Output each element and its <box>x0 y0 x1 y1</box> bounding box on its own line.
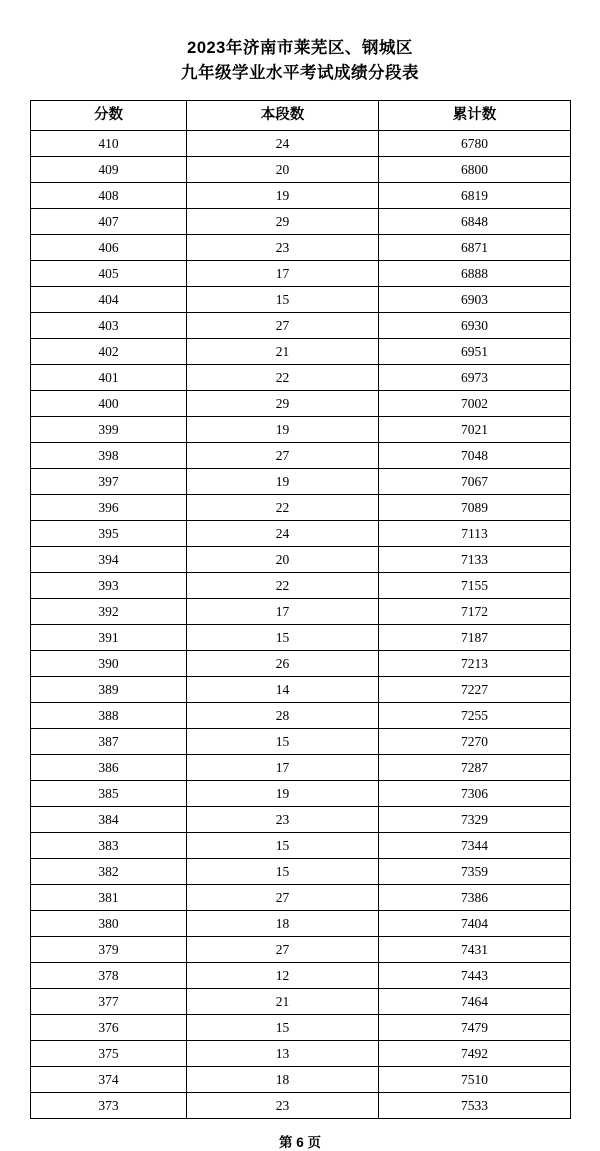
cell-score: 401 <box>31 365 187 391</box>
column-header-segment-count: 本段数 <box>187 101 379 131</box>
cell-score: 389 <box>31 677 187 703</box>
table-row <box>31 781 571 807</box>
table-row <box>31 651 571 677</box>
cell-cumulative-count: 6888 <box>379 261 571 287</box>
cell-score: 410 <box>31 131 187 157</box>
cell-segment-count: 21 <box>187 989 379 1015</box>
cell-segment-count: 27 <box>187 443 379 469</box>
cell-cumulative-count: 6848 <box>379 209 571 235</box>
cell-score: 393 <box>31 573 187 599</box>
cell-segment-count: 22 <box>187 573 379 599</box>
cell-cumulative-count: 7306 <box>379 781 571 807</box>
cell-score: 375 <box>31 1041 187 1067</box>
table-header-row <box>31 101 571 131</box>
cell-segment-count: 19 <box>187 469 379 495</box>
column-header-score: 分数 <box>31 101 187 131</box>
cell-segment-count: 15 <box>187 625 379 651</box>
table-row <box>31 287 571 313</box>
cell-segment-count: 29 <box>187 209 379 235</box>
cell-score: 386 <box>31 755 187 781</box>
table-row <box>31 1093 571 1119</box>
table-row <box>31 183 571 209</box>
cell-cumulative-count: 7113 <box>379 521 571 547</box>
table-row <box>31 755 571 781</box>
cell-segment-count: 17 <box>187 599 379 625</box>
table-row <box>31 157 571 183</box>
cell-score: 396 <box>31 495 187 521</box>
cell-score: 388 <box>31 703 187 729</box>
cell-cumulative-count: 6871 <box>379 235 571 261</box>
page-number: 第 6 页 <box>278 1135 321 1150</box>
table-row <box>31 209 571 235</box>
cell-score: 398 <box>31 443 187 469</box>
table-body <box>31 131 571 1119</box>
cell-score: 374 <box>31 1067 187 1093</box>
cell-score: 387 <box>31 729 187 755</box>
cell-cumulative-count: 7404 <box>379 911 571 937</box>
page-title-line-1: 2023年济南市莱芜区、钢城区 <box>187 39 413 57</box>
cell-segment-count: 19 <box>187 183 379 209</box>
cell-cumulative-count: 7533 <box>379 1093 571 1119</box>
cell-segment-count: 20 <box>187 157 379 183</box>
table-row <box>31 495 571 521</box>
cell-segment-count: 18 <box>187 1067 379 1093</box>
cell-cumulative-count: 7510 <box>379 1067 571 1093</box>
cell-cumulative-count: 7227 <box>379 677 571 703</box>
table-row <box>31 131 571 157</box>
cell-cumulative-count: 6930 <box>379 313 571 339</box>
cell-cumulative-count: 7386 <box>379 885 571 911</box>
cell-score: 405 <box>31 261 187 287</box>
cell-score: 406 <box>31 235 187 261</box>
cell-score: 391 <box>31 625 187 651</box>
table-row <box>31 443 571 469</box>
cell-score: 376 <box>31 1015 187 1041</box>
cell-cumulative-count: 7431 <box>379 937 571 963</box>
table-row <box>31 963 571 989</box>
cell-cumulative-count: 7329 <box>379 807 571 833</box>
table-row <box>31 365 571 391</box>
cell-cumulative-count: 6951 <box>379 339 571 365</box>
cell-score: 381 <box>31 885 187 911</box>
table-row <box>31 391 571 417</box>
cell-segment-count: 28 <box>187 703 379 729</box>
cell-score: 399 <box>31 417 187 443</box>
cell-segment-count: 17 <box>187 755 379 781</box>
cell-segment-count: 17 <box>187 261 379 287</box>
cell-segment-count: 23 <box>187 807 379 833</box>
table-row <box>31 313 571 339</box>
table-row <box>31 807 571 833</box>
cell-score: 400 <box>31 391 187 417</box>
cell-score: 380 <box>31 911 187 937</box>
cell-segment-count: 21 <box>187 339 379 365</box>
cell-score: 407 <box>31 209 187 235</box>
cell-score: 384 <box>31 807 187 833</box>
cell-score: 394 <box>31 547 187 573</box>
cell-score: 377 <box>31 989 187 1015</box>
cell-score: 395 <box>31 521 187 547</box>
cell-score: 397 <box>31 469 187 495</box>
cell-score: 404 <box>31 287 187 313</box>
cell-score: 409 <box>31 157 187 183</box>
table-row <box>31 599 571 625</box>
table-row <box>31 235 571 261</box>
table-row <box>31 339 571 365</box>
cell-score: 373 <box>31 1093 187 1119</box>
cell-segment-count: 23 <box>187 1093 379 1119</box>
cell-segment-count: 15 <box>187 1015 379 1041</box>
cell-segment-count: 27 <box>187 313 379 339</box>
cell-score: 392 <box>31 599 187 625</box>
cell-segment-count: 24 <box>187 521 379 547</box>
cell-score: 385 <box>31 781 187 807</box>
cell-segment-count: 23 <box>187 235 379 261</box>
cell-segment-count: 15 <box>187 287 379 313</box>
cell-segment-count: 24 <box>187 131 379 157</box>
cell-score: 378 <box>31 963 187 989</box>
cell-cumulative-count: 7255 <box>379 703 571 729</box>
table-row <box>31 885 571 911</box>
cell-cumulative-count: 7187 <box>379 625 571 651</box>
cell-score: 402 <box>31 339 187 365</box>
table-header <box>31 101 571 131</box>
cell-score: 382 <box>31 859 187 885</box>
cell-cumulative-count: 7464 <box>379 989 571 1015</box>
cell-segment-count: 15 <box>187 833 379 859</box>
cell-cumulative-count: 7270 <box>379 729 571 755</box>
table-row <box>31 1041 571 1067</box>
cell-cumulative-count: 7213 <box>379 651 571 677</box>
table-row <box>31 937 571 963</box>
cell-cumulative-count: 6780 <box>379 131 571 157</box>
table-row <box>31 521 571 547</box>
cell-cumulative-count: 7048 <box>379 443 571 469</box>
cell-cumulative-count: 7492 <box>379 1041 571 1067</box>
cell-cumulative-count: 7002 <box>379 391 571 417</box>
cell-segment-count: 29 <box>187 391 379 417</box>
cell-cumulative-count: 6819 <box>379 183 571 209</box>
cell-segment-count: 13 <box>187 1041 379 1067</box>
cell-cumulative-count: 7021 <box>379 417 571 443</box>
cell-segment-count: 22 <box>187 495 379 521</box>
cell-cumulative-count: 7344 <box>379 833 571 859</box>
cell-segment-count: 12 <box>187 963 379 989</box>
cell-cumulative-count: 7479 <box>379 1015 571 1041</box>
table-row <box>31 677 571 703</box>
cell-cumulative-count: 7359 <box>379 859 571 885</box>
table-row <box>31 573 571 599</box>
page-title <box>30 36 570 86</box>
page-title-line-2: 九年级学业水平考试成绩分段表 <box>181 64 419 82</box>
table-row <box>31 859 571 885</box>
cell-cumulative-count: 7067 <box>379 469 571 495</box>
cell-segment-count: 14 <box>187 677 379 703</box>
table-row <box>31 989 571 1015</box>
cell-segment-count: 15 <box>187 859 379 885</box>
cell-segment-count: 22 <box>187 365 379 391</box>
cell-cumulative-count: 7133 <box>379 547 571 573</box>
cell-segment-count: 26 <box>187 651 379 677</box>
cell-segment-count: 15 <box>187 729 379 755</box>
table-row <box>31 729 571 755</box>
table-row <box>31 417 571 443</box>
cell-cumulative-count: 6973 <box>379 365 571 391</box>
table-row <box>31 469 571 495</box>
cell-score: 379 <box>31 937 187 963</box>
cell-cumulative-count: 7443 <box>379 963 571 989</box>
table-row <box>31 261 571 287</box>
cell-segment-count: 18 <box>187 911 379 937</box>
cell-score: 390 <box>31 651 187 677</box>
score-distribution-table <box>30 100 571 1119</box>
table-row <box>31 703 571 729</box>
column-header-cumulative-count: 累计数 <box>379 101 571 131</box>
cell-cumulative-count: 7155 <box>379 573 571 599</box>
cell-cumulative-count: 7287 <box>379 755 571 781</box>
cell-cumulative-count: 7089 <box>379 495 571 521</box>
cell-segment-count: 19 <box>187 417 379 443</box>
cell-segment-count: 19 <box>187 781 379 807</box>
table-row <box>31 625 571 651</box>
table-row <box>31 911 571 937</box>
cell-score: 408 <box>31 183 187 209</box>
table-row <box>31 1067 571 1093</box>
table-row <box>31 1015 571 1041</box>
cell-cumulative-count: 7172 <box>379 599 571 625</box>
table-row <box>31 833 571 859</box>
cell-score: 403 <box>31 313 187 339</box>
cell-segment-count: 27 <box>187 937 379 963</box>
cell-cumulative-count: 6903 <box>379 287 571 313</box>
table-row <box>31 547 571 573</box>
cell-score: 383 <box>31 833 187 859</box>
cell-segment-count: 27 <box>187 885 379 911</box>
cell-segment-count: 20 <box>187 547 379 573</box>
cell-cumulative-count: 6800 <box>379 157 571 183</box>
